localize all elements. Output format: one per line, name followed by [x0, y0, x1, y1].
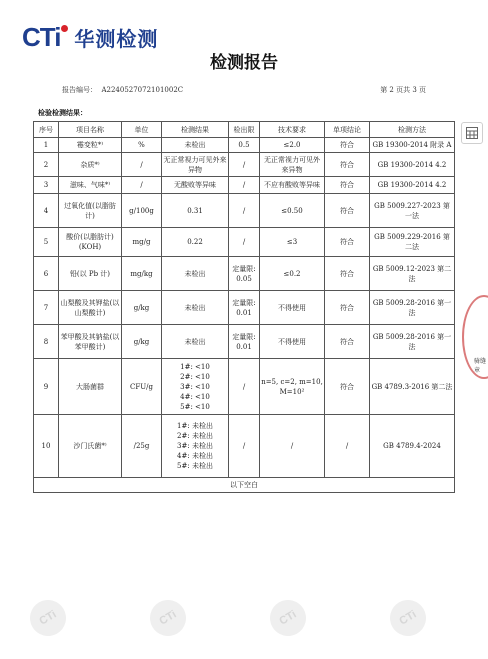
seal-stamp-text: 骑缝章 — [474, 358, 487, 374]
header-cell: 单项结论 — [325, 122, 370, 138]
table-row — [34, 138, 455, 153]
table-cell: / — [122, 177, 162, 194]
table-cell: GB 5009.227-2023 第一法 — [370, 194, 455, 228]
table-cell: 杂质*⁾ — [59, 153, 122, 177]
table-cell: mg/kg — [122, 257, 162, 291]
table-cell: 未检出 — [162, 325, 229, 359]
table-cell: 符合 — [325, 359, 370, 415]
table-cell: / — [229, 415, 260, 478]
table-cell: 山梨酸及其钾盐(以山梨酸计) — [59, 291, 122, 325]
table-cell: 7 — [34, 291, 59, 325]
table-cell: ≤0.2 — [260, 257, 325, 291]
table-cell: GB 5009.12-2023 第二法 — [370, 257, 455, 291]
header-cell: 检出限 — [229, 122, 260, 138]
section-title: 检验检测结果： — [38, 108, 87, 117]
table-row — [34, 325, 455, 359]
blank-below-note: 以下空白 — [34, 478, 455, 493]
table-cell: 铅(以 Pb 计) — [59, 257, 122, 291]
table-header-row — [34, 122, 455, 138]
table-row — [34, 257, 455, 291]
report-number-value: A2240527072101002C — [101, 86, 184, 94]
table-cell: GB 5009.28-2016 第一法 — [370, 325, 455, 359]
table-cell: 符合 — [325, 194, 370, 228]
table-cell: 符合 — [325, 291, 370, 325]
watermark-logo: CTi — [263, 593, 312, 642]
table-cell: GB 4789.4-2024 — [370, 415, 455, 478]
table-cell: 8 — [34, 325, 59, 359]
header-cell: 序号 — [34, 122, 59, 138]
company-logo — [22, 24, 158, 50]
results-table — [33, 121, 455, 493]
table-cell: g/kg — [122, 325, 162, 359]
header-cell: 检测结果 — [162, 122, 229, 138]
table-cell: 无正常视力可见外来异物 — [162, 153, 229, 177]
logo-brand: CTi — [22, 22, 61, 52]
table-cell: GB 4789.3-2016 第二法 — [370, 359, 455, 415]
table-cell: / — [229, 194, 260, 228]
watermark-logo: CTi — [143, 593, 192, 642]
table-cell: 10 — [34, 415, 59, 478]
table-row — [34, 415, 455, 478]
table-cell: ≤0.50 — [260, 194, 325, 228]
table-row — [34, 177, 455, 194]
table-cell: 1 — [34, 138, 59, 153]
report-number — [62, 85, 183, 95]
table-cell: 过氧化值(以脂肪计) — [59, 194, 122, 228]
table-cell: 4 — [34, 194, 59, 228]
table-cell: 0.5 — [229, 138, 260, 153]
table-cell: mg/g — [122, 228, 162, 257]
table-cell: 6 — [34, 257, 59, 291]
table-cell: 定量限: 0.05 — [229, 257, 260, 291]
table-cell: 不应有酸败等异味 — [260, 177, 325, 194]
table-row — [34, 153, 455, 177]
table-cell: 沙门氏菌*⁾ — [59, 415, 122, 478]
table-cell: ≤3 — [260, 228, 325, 257]
table-cell: 未检出 — [162, 138, 229, 153]
table-cell: 无酸败等异味 — [162, 177, 229, 194]
table-icon — [466, 127, 478, 139]
table-cell: 苯甲酸及其钠盐(以苯甲酸计) — [59, 325, 122, 359]
table-cell: 不得使用 — [260, 325, 325, 359]
table-cell: GB 5009.28-2016 第一法 — [370, 291, 455, 325]
table-cell: 1#: <10 2#: <10 3#: <10 4#: <10 5#: <10 — [162, 359, 229, 415]
table-cell: / — [229, 177, 260, 194]
table-tool-button[interactable] — [461, 122, 483, 144]
table-cell: g/100g — [122, 194, 162, 228]
table-cell: 符合 — [325, 153, 370, 177]
table-cell: / — [229, 228, 260, 257]
table-cell: / — [229, 153, 260, 177]
table-cell: 符合 — [325, 257, 370, 291]
table-cell: 酸价(以脂肪计)(KOH) — [59, 228, 122, 257]
table-cell: /25g — [122, 415, 162, 478]
table-cell: 5 — [34, 228, 59, 257]
table-cell: 符合 — [325, 177, 370, 194]
table-cell: 滋味、气味*⁾ — [59, 177, 122, 194]
table-cell: 未检出 — [162, 291, 229, 325]
table-cell: 符合 — [325, 138, 370, 153]
table-cell: 0.31 — [162, 194, 229, 228]
table-cell: 霉变粒*⁾ — [59, 138, 122, 153]
table-cell: GB 19300-2014 4.2 — [370, 177, 455, 194]
header-cell: 项目名称 — [59, 122, 122, 138]
table-cell: 无正常视力可见外来异物 — [260, 153, 325, 177]
table-row — [34, 228, 455, 257]
watermark-logo: CTi — [23, 593, 72, 642]
table-body — [34, 138, 455, 478]
watermark-logo: CTi — [383, 593, 432, 642]
report-title: 检测报告 — [210, 53, 278, 73]
table-cell: CFU/g — [122, 359, 162, 415]
table-cell: 1#: 未检出 2#: 未检出 3#: 未检出 4#: 未检出 5#: 未检出 — [162, 415, 229, 478]
table-cell: / — [122, 153, 162, 177]
header-cell: 技术要求 — [260, 122, 325, 138]
table-row — [34, 359, 455, 415]
table-cell: 定量限: 0.01 — [229, 291, 260, 325]
table-cell: / — [260, 415, 325, 478]
header-cell: 单位 — [122, 122, 162, 138]
table-cell: 不得使用 — [260, 291, 325, 325]
table-row — [34, 291, 455, 325]
report-number-label: 报告编号： — [62, 86, 97, 94]
table-cell: 大肠菌群 — [59, 359, 122, 415]
logo-name: 华测检测 — [74, 26, 159, 51]
table-cell: g/kg — [122, 291, 162, 325]
table-cell: 定量限: 0.01 — [229, 325, 260, 359]
table-cell: 3 — [34, 177, 59, 194]
table-row — [34, 194, 455, 228]
table-footer-row — [34, 478, 455, 493]
table-cell: 符合 — [325, 228, 370, 257]
table-cell: GB 19300-2014 4.2 — [370, 153, 455, 177]
table-cell: / — [229, 359, 260, 415]
table-cell: 9 — [34, 359, 59, 415]
table-cell: % — [122, 138, 162, 153]
table-cell: 符合 — [325, 325, 370, 359]
table-cell: GB 5009.229-2016 第二法 — [370, 228, 455, 257]
table-cell: 0.22 — [162, 228, 229, 257]
table-cell: ≤2.0 — [260, 138, 325, 153]
table-cell: 未检出 — [162, 257, 229, 291]
logo-dot — [61, 25, 68, 32]
table-cell: n=5, c=2, m=10, M=10² — [260, 359, 325, 415]
table-cell: GB 19300-2014 附录 A — [370, 138, 455, 153]
page-info: 第 2 页共 3 页 — [380, 86, 426, 94]
table-cell: 2 — [34, 153, 59, 177]
table-cell: / — [325, 415, 370, 478]
header-cell: 检测方法 — [370, 122, 455, 138]
